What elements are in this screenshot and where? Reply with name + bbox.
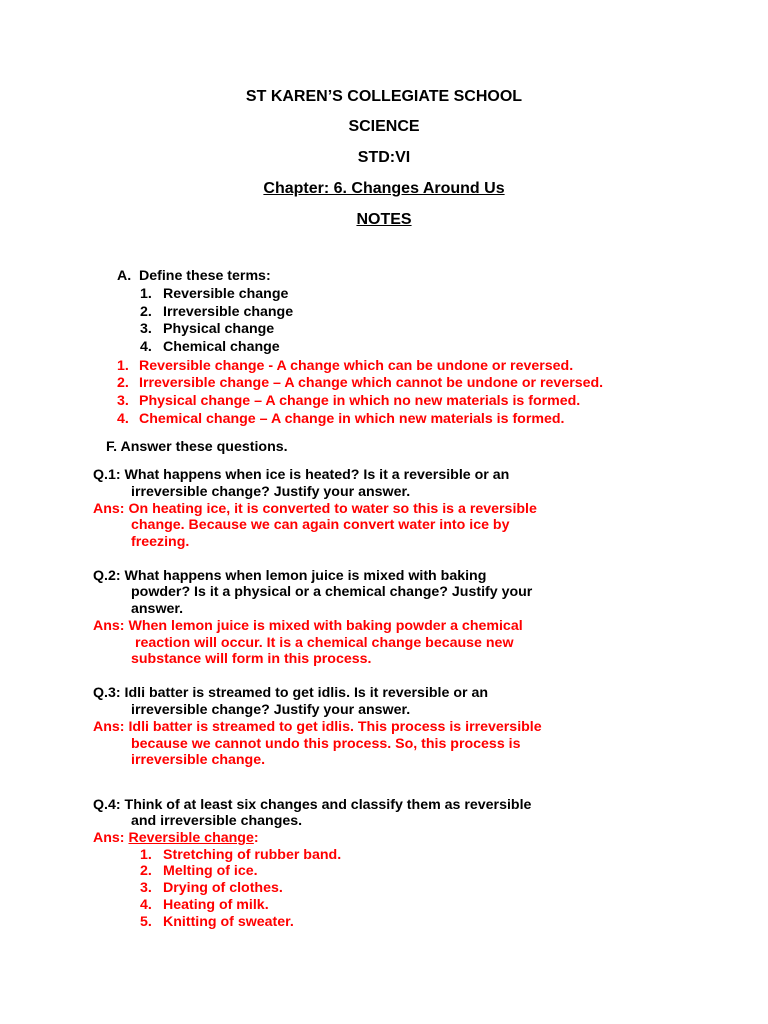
school-name: ST KAREN’S COLLEGIATE SCHOOL: [245, 88, 523, 105]
answer-3-line: because we cannot undo this process. So, this process is: [131, 736, 521, 752]
answer-4-item: 5. Knitting of sweater.: [140, 914, 294, 930]
chapter-title: Chapter: 6. Changes Around Us: [263, 180, 505, 197]
reversible-change-heading: Reversible change: [128, 830, 254, 846]
section-a-title: Define these terms:: [139, 268, 271, 284]
answer-1-line: Ans: On heating ice, it is converted to water so this is a reversible: [93, 501, 537, 517]
answer-1-line: change. Because we can again convert water into ice by: [131, 517, 510, 533]
section-f-heading: F. Answer these questions.: [106, 439, 288, 455]
definition-item: 1. Reversible change - A change which can be undone or reversed.: [117, 358, 574, 374]
section-a-heading: [117, 268, 271, 285]
subject-title: SCIENCE: [348, 118, 420, 135]
answer-4-item: 2. Melting of ice.: [140, 863, 258, 879]
question-3-line: irreversible change? Justify your answer.: [131, 702, 411, 718]
question-2-line: Q.2: What happens when lemon juice is mixed with baking: [93, 568, 487, 584]
answer-2-line: substance will form in this process.: [131, 651, 372, 667]
standard-label: STD:VI: [357, 149, 411, 166]
definition-item: 3. Physical change – A change in which no new materials is formed.: [117, 393, 581, 409]
term-item: 3. Physical change: [140, 321, 275, 337]
answer-4-item: 4. Heating of milk.: [140, 897, 269, 913]
answer-4-heading: Ans: Reversible change:: [93, 830, 259, 846]
answer-4-item: 1. Stretching of rubber band.: [140, 847, 342, 863]
question-4-line: Q.4: Think of at least six changes and classify them as reversible: [93, 797, 532, 813]
question-4-line: and irreversible changes.: [131, 813, 303, 829]
section-a-marker: A.: [117, 268, 132, 284]
term-item: 1. Reversible change: [140, 286, 289, 302]
question-2-line: powder? Is it a physical or a chemical change? Justify your: [131, 584, 533, 600]
question-3-line: Q.3: Idli batter is streamed to get idlis. Is it reversible or an: [93, 685, 489, 701]
term-item: 4. Chemical change: [140, 339, 280, 355]
definition-item: 4. Chemical change – A change in which new materials is formed.: [117, 411, 565, 427]
answer-1-line: freezing.: [131, 534, 190, 550]
answer-3-line: irreversible change.: [131, 752, 266, 768]
answer-4-item: 3. Drying of clothes.: [140, 880, 283, 896]
answer-3-line: Ans: Idli batter is streamed to get idlis. This process is irreversible: [93, 719, 542, 735]
notes-heading: NOTES: [356, 211, 412, 228]
question-1-line: Q.1: What happens when ice is heated? Is it a reversible or an: [93, 467, 510, 483]
question-2-line: answer.: [131, 601, 184, 617]
definition-item: 2. Irreversible change – A change which cannot be undone or reversed.: [117, 375, 604, 391]
term-item: 2. Irreversible change: [140, 304, 294, 320]
answer-2-line: reaction will occur. It is a chemical change because new: [135, 635, 514, 651]
answer-2-line: Ans: When lemon juice is mixed with baking powder a chemical: [93, 618, 523, 634]
question-1-line: irreversible change? Justify your answer.: [131, 484, 411, 500]
